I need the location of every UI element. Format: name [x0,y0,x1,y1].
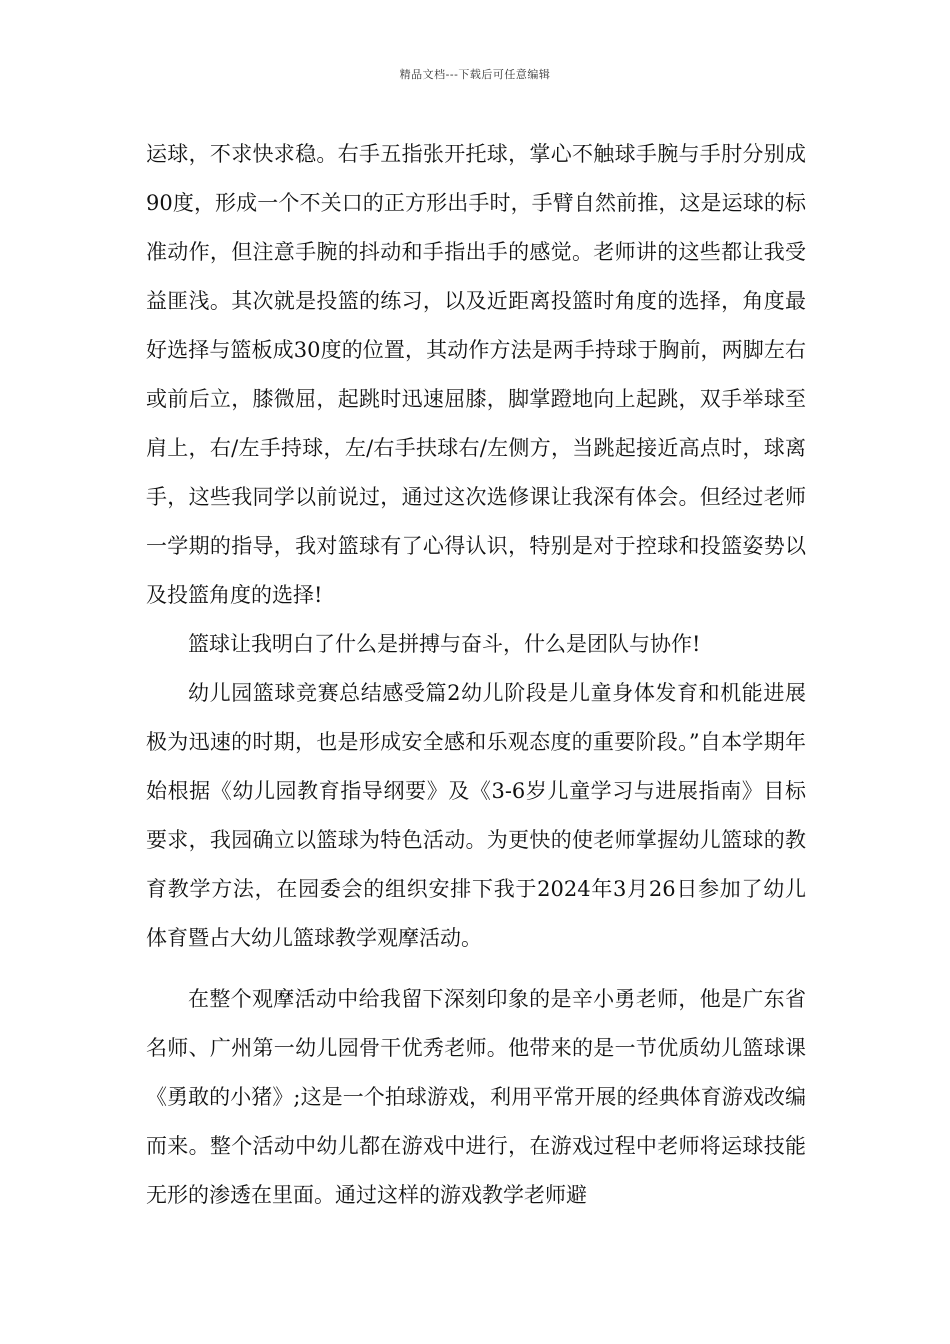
document-body [146,130,806,1220]
paragraph-basketball-lesson: 篮球让我明白了什么是拼搏与奋斗，什么是团队与协作! [188,632,701,656]
page-header: 精品文档---下载后可任意编辑 [399,68,551,81]
paragraph-observation: 在整个观摩活动中给我留下深刻印象的是辛小勇老师，他是广东省名师、广州第一幼儿园骨干优秀老师。他带来的是一节优质幼儿篮球课《勇敢的小猪》;这是一个拍球游戏，利用平常开展的经典体育游戏改编而来。整个活动中幼儿都在游戏中进行，在游戏过程中老师将运球技能无形的渗透在里面。通过这样的游戏教学老师避 [146,987,806,1207]
paragraph-kindergarten-summary: 幼儿园篮球竞赛总结感受篇2幼儿阶段是儿童身体发育和机能进展极为迅速的时期，也是形成安全感和乐观态度的重要阶段。”自本学期年始根据《幼儿园教育指导纲要》及《3-6岁儿童学习与进展指南》目标要求，我园确立以篮球为特色活动。为更快的使老师掌握幼儿篮球的教育教学方法，在园委会的组织安排下我于2024年3月26日参加了幼儿体育暨占大幼儿篮球教学观摩活动。 [146,681,806,950]
paragraph-continued: 运球，不求快求稳。右手五指张开托球，掌心不触球手腕与手肘分别成90度，形成一个不关口的正方形出手时，手臂自然前推，这是运球的标准动作，但注意手腕的抖动和手指出手的感觉。老师讲的这些都让我受益匪浅。其次就是投篮的练习，以及近距离投篮时角度的选择，角度最好选择与篮板成30度的位置，其动作方法是两手持球于胸前，两脚左右或前后立，膝微屈，起跳时迅速屈膝，脚掌蹬地向上起跳，双手举球至肩上，右/左手持球，左/右手扶球右/左侧方，当跳起接近高点时，球离手，这些我同学以前说过，通过这次选修课让我深有体会。但经过老师一学期的指导，我对篮球有了心得认识，特别是对于控球和投篮姿势以及投篮角度的选择! [146,142,806,607]
